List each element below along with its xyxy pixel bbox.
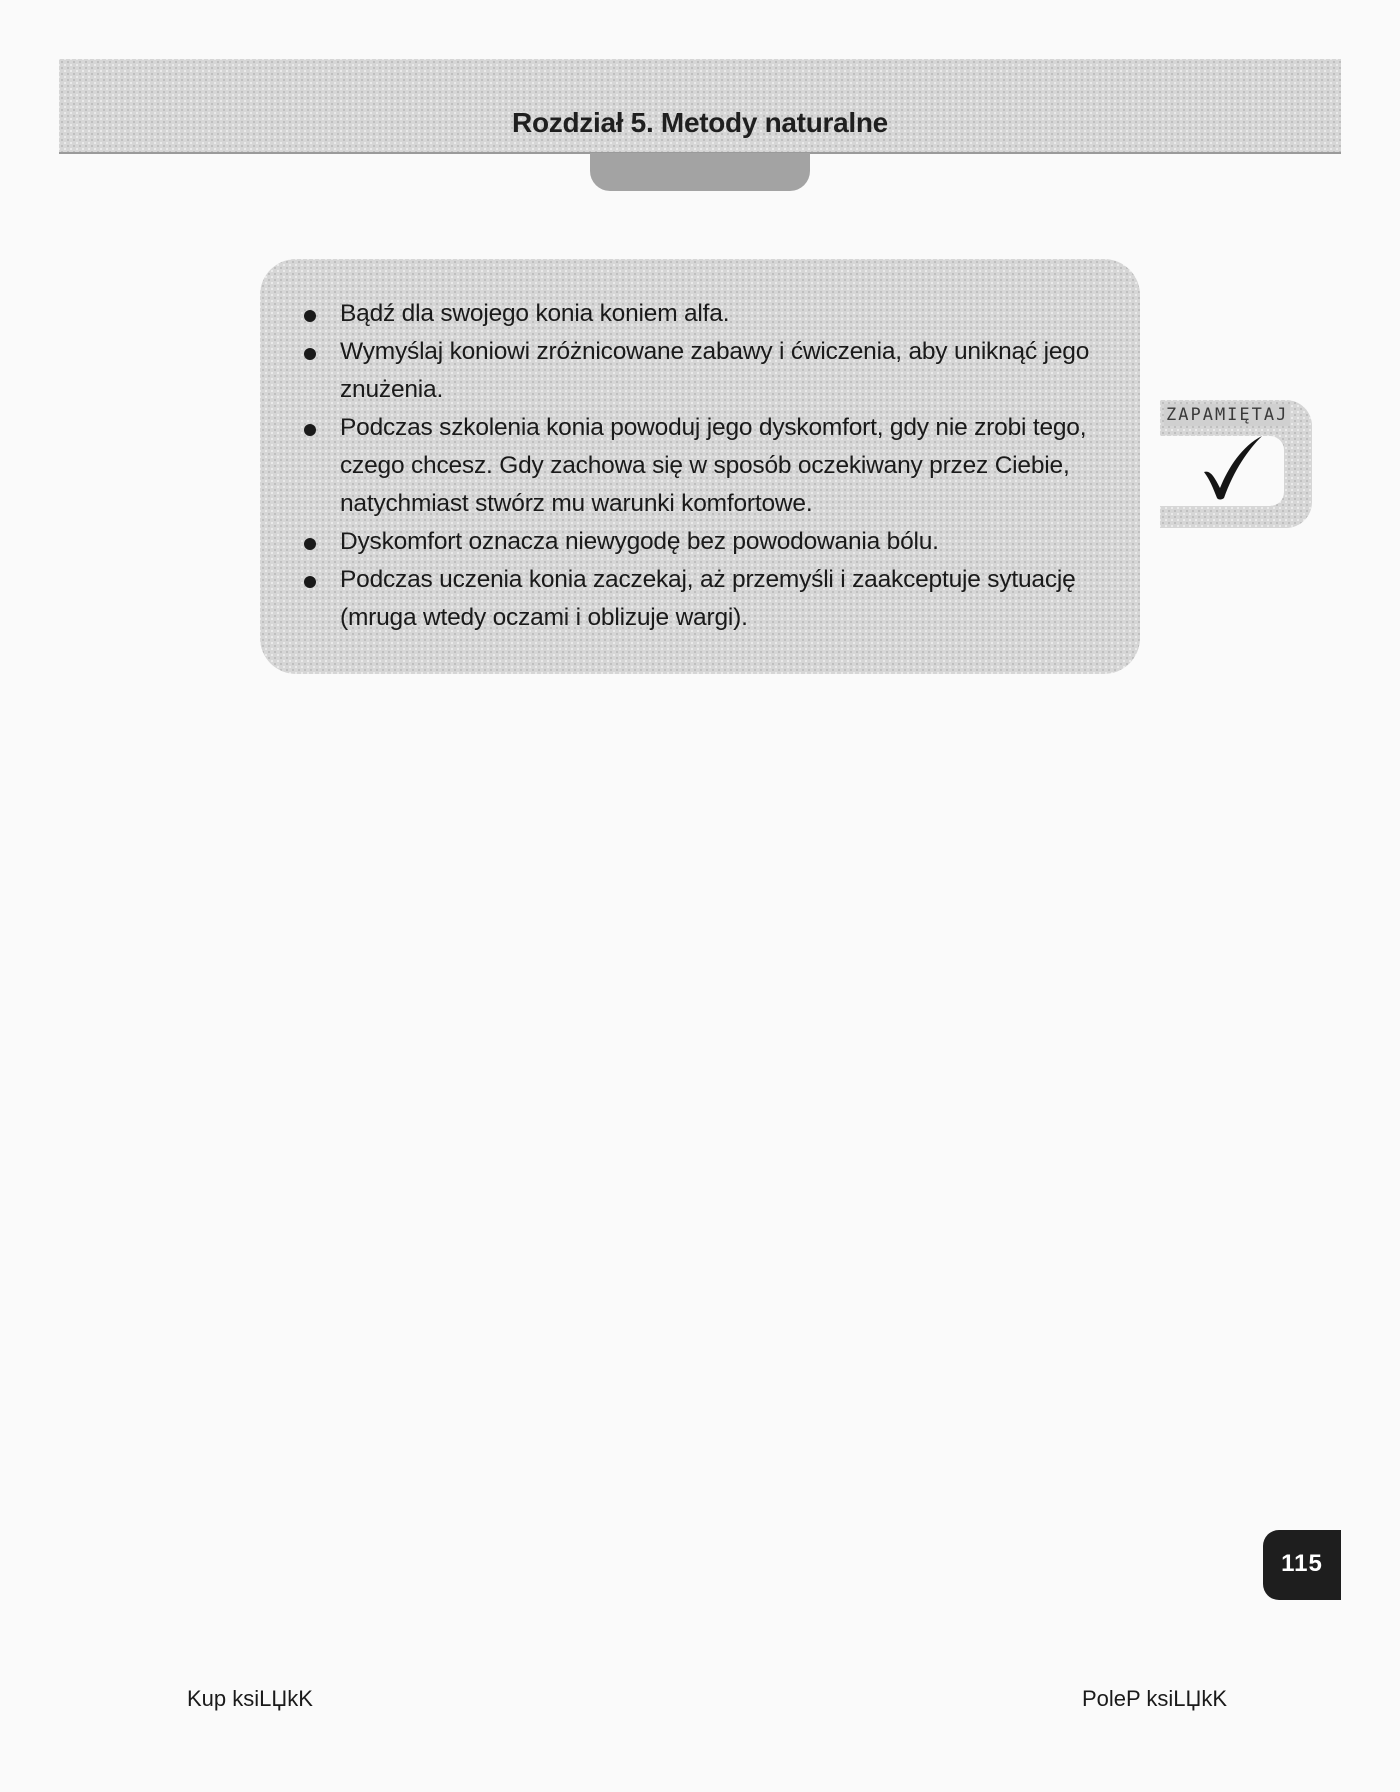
summary-list [298,295,1100,637]
chapter-title: Rozdział 5. Metody naturalne [512,107,888,138]
recommend-book-link[interactable]: PoleP ksiLЏkK [1082,1686,1228,1711]
list-item [298,333,1100,409]
list-item-text: Dyskomfort oznacza niewygodę bez powodowania bólu. [340,528,939,555]
list-item [298,523,1100,561]
list-item [298,409,1100,523]
bullet-icon [304,538,316,550]
list-item-text: Podczas szkolenia konia powoduj jego dyskomfort, gdy nie zrobi tego, czego chcesz. Gdy zachowa się w sposób oczekiwany przez Ciebie, natychmiast stwórz mu warunki komfortowe. [340,414,1087,517]
remember-label: ZAPAMIĘTAJ [1166,405,1289,425]
bullet-icon [304,348,316,360]
buy-book-link[interactable]: Kup ksiLЏkK [187,1686,313,1711]
bullet-icon [304,576,316,588]
page-number: 115 [1281,1550,1323,1577]
list-item-text: Podczas uczenia konia zaczekaj, aż przemyśli i zaakceptuje sytuację (mruga wtedy oczami i oblizuje wargi). [340,566,1076,631]
page-number-badge [1263,1530,1341,1600]
list-item [298,561,1100,637]
bullet-icon [304,424,316,436]
list-item-text: Wymyślaj koniowi zróżnicowane zabawy i ćwiczenia, aby uniknąć jego znużenia. [340,338,1090,403]
remember-tag [1160,398,1312,530]
summary-box [260,259,1140,674]
list-item [298,295,1100,333]
header-tab-decoration [590,153,810,191]
list-item-text: Bądź dla swojego konia koniem alfa. [340,300,730,327]
checkmark-icon [1198,432,1268,502]
chapter-header [59,59,1341,154]
bullet-icon [304,310,316,322]
